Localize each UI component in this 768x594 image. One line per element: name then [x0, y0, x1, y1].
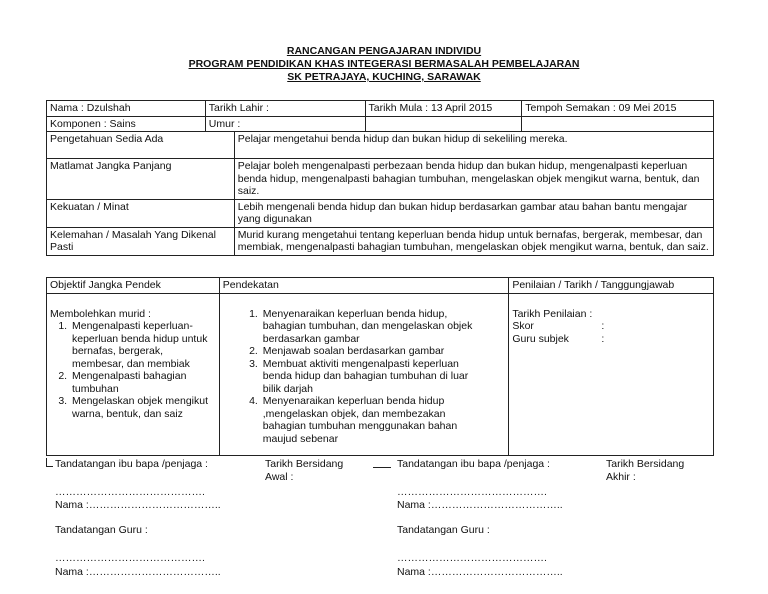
objektif-item: 2. Mengenalpasti bahagian tumbuhan: [70, 370, 216, 395]
tarikh-mula-cell: Tarikh Mula : 13 April 2015: [365, 101, 522, 117]
objektif-header: Objektif Jangka Pendek: [47, 278, 220, 294]
objektif-item: 1. Mengenalpasti keperluan- keperluan benda hidup untuk bernafas, bergerak, membesar, dan membiak: [70, 320, 216, 370]
nama-line: Nama :………………………………..: [55, 499, 221, 511]
signature-dots: …………………………………….: [397, 552, 547, 564]
info-row-value: Murid kurang mengetahui tentang keperluan benda hidup untuk bernafas, bergerak, membesar, dan membiak, mengenalpasti bahagian tumbuhan, mengelaskan objek mengikut warna, bentuk, dan saiz.: [234, 227, 713, 255]
nama-cell: Nama : Dzulshah: [47, 101, 206, 117]
objektif-intro: Membolehkan murid :: [50, 307, 151, 320]
skor-colon: :: [601, 320, 605, 332]
parent-signature-label-left: Tandatangan ibu bapa /penjaga :: [55, 458, 208, 470]
skor-label: Skor: [512, 320, 534, 332]
info-row-value: Pelajar boleh mengenalpasti perbezaan benda hidup dan bukan hidup, mengenalpasti keperluan benda hidup, mengenalpasti bahagian tumbuhan, mengelaskan objek mengikut warna, bentuk, dan saiz.: [234, 159, 713, 200]
tarikh-bersidang-awal: Tarikh Bersidang Awal :: [265, 458, 344, 483]
pendekatan-item: 4. Menyenaraikan keperluan benda hidup ,mengelaskan objek, dan membezakan bahagian tumbuhan menggunakan bahan maujud sebenar: [261, 395, 479, 445]
header-title: RANCANGAN PENGAJARAN INDIVIDU: [286, 45, 482, 57]
separator-line: [373, 458, 391, 468]
umur-cell: Umur :: [205, 116, 365, 132]
info-row-value: Lebih mengenali benda hidup dan bukan hidup berdasarkan gambar atau bahan bantu mengajar yang digunakan: [234, 199, 713, 227]
penilaian-header: Penilaian / Tarikh / Tanggungjawab: [509, 278, 714, 294]
teacher-signature-label-right: Tandatangan Guru :: [397, 524, 490, 536]
info-row-label: Pengetahuan Sedia Ada: [47, 132, 235, 159]
signature-dots: …………………………………….: [55, 486, 205, 498]
info-row-label: Kekuatan / Minat: [47, 199, 235, 227]
tempoh-semakan-cell: Tempoh Semakan : 09 Mei 2015: [522, 101, 714, 117]
info-row-label: Kelemahan / Masalah Yang Dikenal Pasti: [47, 227, 235, 255]
info-row-value: Pelajar mengetahui benda hidup dan bukan hidup di sekeliling mereka.: [234, 132, 713, 159]
pendekatan-header: Pendekatan: [219, 278, 509, 294]
info-row-label: Matlamat Jangka Panjang: [47, 159, 235, 200]
signature-dots: …………………………………….: [55, 552, 205, 564]
tarikh-bersidang-akhir: Tarikh Bersidang Akhir :: [606, 458, 685, 483]
signature-dots: …………………………………….: [397, 486, 547, 498]
student-info-table: [46, 100, 714, 256]
komponen-cell: Komponen : Sains: [47, 116, 206, 132]
parent-signature-label-right: Tandatangan ibu bapa /penjaga :: [397, 458, 550, 470]
tarikh-penilaian-label: Tarikh Penilaian :: [512, 307, 593, 320]
objektif-cell: [47, 293, 220, 455]
nama-line: Nama :………………………………..: [55, 566, 221, 578]
header-program: PROGRAM PENDIDIKAN KHAS INTEGERASI BERMASALAH PEMBELAJARAN: [188, 58, 580, 70]
penilaian-cell: [509, 293, 714, 455]
empty-cell: [522, 116, 714, 132]
pendekatan-item: 3. Membuat aktiviti mengenalpasti keperluan benda hidup dan bahagian tumbuhan di luar bilik darjah: [261, 358, 479, 396]
empty-cell: [365, 116, 522, 132]
pendekatan-item: 1. Menyenaraikan keperluan benda hidup, bahagian tumbuhan, dan mengelaskan objek berdasarkan gambar: [261, 308, 479, 346]
guru-subjek-label: Guru subjek: [512, 332, 569, 345]
nama-line: Nama :………………………………..: [397, 499, 563, 511]
header-school: SK PETRAJAYA, KUCHING, SARAWAK: [287, 71, 481, 83]
teacher-signature-label-left: Tandatangan Guru :: [55, 524, 148, 536]
document-header: [0, 45, 768, 84]
pendekatan-item: 2. Menjawab soalan berdasarkan gambar: [261, 345, 479, 358]
tarikh-lahir-cell: Tarikh Lahir :: [205, 101, 365, 117]
teaching-plan-table: [46, 277, 714, 456]
guru-colon: :: [601, 332, 605, 345]
objektif-item: 3. Mengelaskan objek mengikut warna, bentuk, dan saiz: [70, 395, 216, 420]
pendekatan-cell: [219, 293, 509, 455]
corner-mark: [46, 458, 53, 467]
nama-line: Nama :………………………………..: [397, 566, 563, 578]
